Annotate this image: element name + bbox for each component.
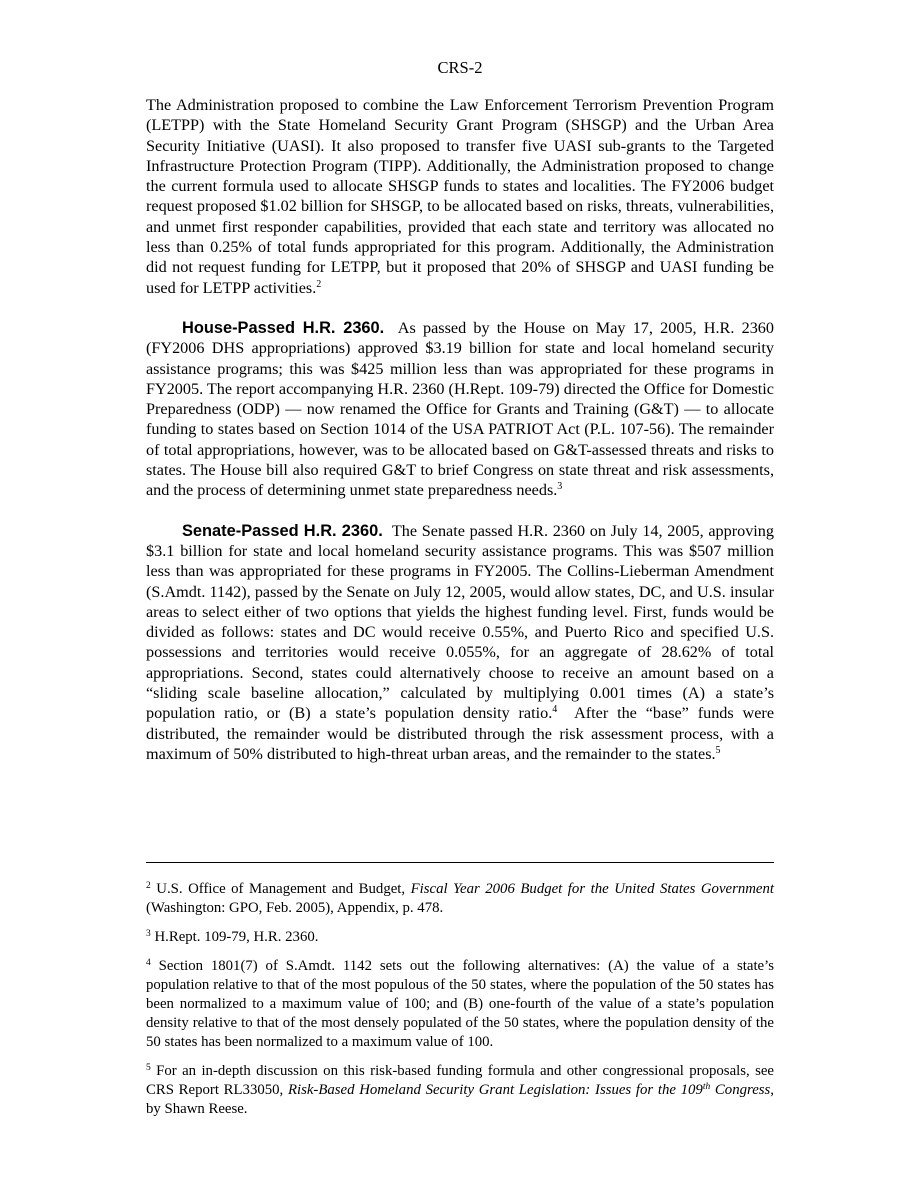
footnote-text: , by Shawn Reese. [146, 1082, 774, 1117]
section-heading: Senate-Passed H.R. 2360. [182, 521, 383, 540]
footnote-text: U.S. Office of Management and Budget, [156, 881, 406, 897]
footnote-text: Section 1801(7) of S.Amdt. 1142 sets out the following alternatives: (A) the value of a state’s population relative to that of the most populous of the 50 states, where the population of the 50 states has been normalized to a maximum value of 100; and (B) one-fourth of the value of a state’s population density relative to that of the most densely populated of the 50 states, where the population density of the 50 states has been normalized to a maximum value of 100. [146, 958, 774, 1050]
footnote-italic-title [288, 1082, 770, 1098]
footnote-text: H.Rept. 109-79, H.R. 2360. [154, 929, 319, 945]
footnote-number: 3 [146, 929, 151, 939]
footnote-number: 2 [146, 881, 151, 891]
footnote-ref: 3 [557, 481, 563, 493]
paragraph-text: After the “base” funds were distributed, the remainder would be distributed through the risk assessment process, with a maximum of 50% distributed to high-threat urban areas, and the remainder to the states. [146, 704, 774, 763]
footnote-text: For an in-depth discussion on this risk-based funding formula and other congressional proposals, see CRS Report RL33050, [146, 1063, 774, 1098]
footnote-2 [146, 880, 774, 918]
section-heading: House-Passed H.R. 2360. [182, 318, 385, 337]
footnote-italic-superscript: th [702, 1082, 711, 1092]
page-header: CRS-2 [437, 58, 483, 77]
paragraph-house-passed [146, 318, 774, 501]
footnotes-section [146, 880, 774, 1129]
paragraph-senate-passed [146, 521, 774, 765]
footnote-5 [146, 1062, 774, 1119]
footnote-italic-title: Fiscal Year 2006 Budget for the United States Government [410, 881, 774, 897]
paragraph-text: The Senate passed H.R. 2360 on July 14, 2005, approving $3.1 billion for state and local homeland security assistance programs. This was $507 million less than was appropriated for these programs in FY2005. The Collins-Lieberman Amendment (S.Amdt. 1142), passed by the Senate on July 12, 2005, would allow states, DC, and U.S. insular areas to select either of two options that yields the highest funding level. First, funds would be divided as follows: states and DC would receive 0.55%, and Puerto Rico and specified U.S. possessions and territories would receive 0.055%, for an aggregate of 28.62% of total appropriations. Second, states could alternatively choose to receive an amount based on a “sliding scale baseline allocation,” calculated by multiplying 0.001 times (A) a state’s population ratio, or (B) a state’s population density ratio. [146, 521, 774, 723]
body-text [146, 95, 774, 784]
footnote-ref: 5 [715, 744, 721, 756]
footnote-divider [146, 862, 774, 863]
footnote-text: (Washington: GPO, Feb. 2005), Appendix, p. 478. [146, 900, 444, 916]
paragraph-administration-proposal [146, 95, 774, 298]
footnote-3 [146, 928, 774, 947]
footnote-italic-part: Risk-Based Homeland Security Grant Legislation: Issues for the 109 [287, 1082, 703, 1098]
paragraph-text: As passed by the House on May 17, 2005, H.R. 2360 (FY2006 DHS appropriations) approved $3.19 billion for state and local homeland security assistance programs; this was $425 million less than was appropriated for these programs in FY2005. The report accompanying H.R. 2360 (H.Rept. 109-79) directed the Office for Domestic Preparedness (ODP) — now renamed the Office for Grants and Training (G&T) — to allocate funding to states based on Section 1014 of the USA PATRIOT Act (P.L. 107-56). The remainder of total appropriations, however, was to be allocated based on G&T-assessed threats and risks to states. The House bill also required G&T to brief Congress on state threat and risk assessments, and the process of determining unmet state preparedness needs. [146, 318, 774, 500]
footnote-number: 4 [146, 958, 151, 968]
footnote-ref: 2 [316, 278, 322, 290]
footnote-number: 5 [146, 1063, 151, 1073]
footnote-4 [146, 957, 774, 1052]
footnote-italic-part: Congress [714, 1082, 771, 1098]
paragraph-text: The Administration proposed to combine the Law Enforcement Terrorism Prevention Program (LETPP) with the State Homeland Security Grant Program (SHSGP) and the Urban Area Security Initiative (UASI). It also proposed to transfer five UASI sub-grants to the Targeted Infrastructure Protection Program (TIPP). Additionally, the Administration proposed to change the current formula used to allocate SHSGP funds to states and localities. The FY2006 budget request proposed $1.02 billion for SHSGP, to be allocated based on risks, threats, vulnerabilities, and unmet first responder capabilities, provided that each state and territory was allocated no less than 0.25% of total funds appropriated for this program. Additionally, the Administration did not request funding for LETPP, but it proposed that 20% of SHSGP and UASI funding be used for LETPP activities. [146, 96, 774, 297]
footnote-ref: 4 [552, 704, 558, 716]
